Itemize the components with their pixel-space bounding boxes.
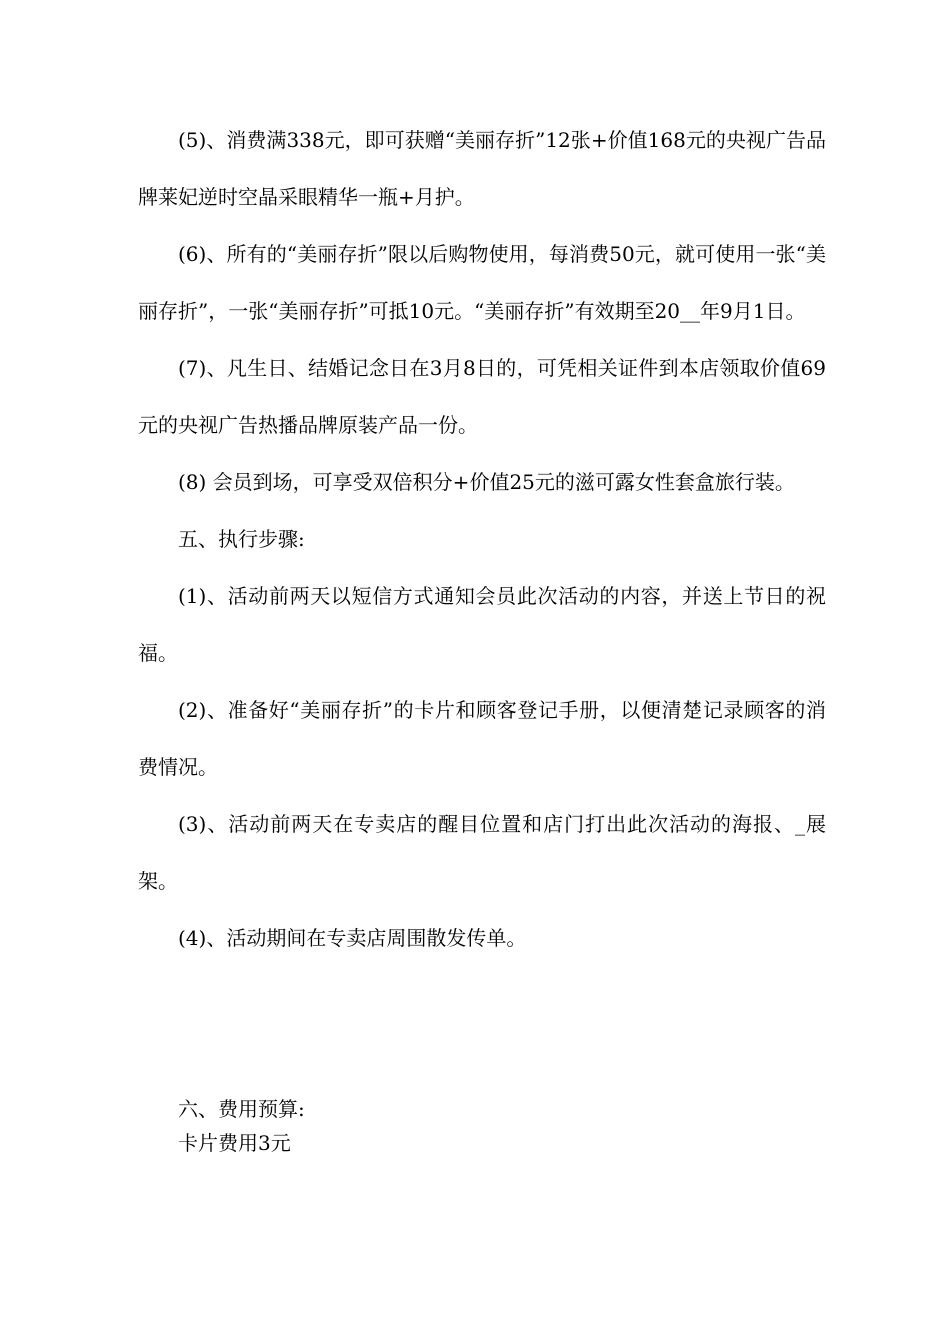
step-item-4: (4)、活动期间在专卖店周围散发传单。 xyxy=(178,926,527,950)
step-item-2: (2)、准备好“美丽存折”的卡片和顾客登记手册，以便清楚记录顾客的消费情况。 xyxy=(138,698,826,779)
section-heading-execution-steps: 五、执行步骤: xyxy=(178,527,305,551)
document-body xyxy=(138,112,826,967)
section-heading-budget: 六、费用预算: xyxy=(178,1097,305,1121)
step-item-1: (1)、活动前两天以短信方式通知会员此次活动的内容，并送上节日的祝福。 xyxy=(138,584,826,665)
step-item-3: (3)、活动前两天在专卖店的醒目位置和店门打出此次活动的海报、_展架。 xyxy=(138,812,826,893)
budget-line-card-cost: 卡片费用3元 xyxy=(178,1131,291,1155)
paragraph-item-6: (6)、所有的“美丽存折”限以后购物使用，每消费50元，就可使用一张“美丽存折”，一张“美丽存折”可抵10元。“美丽存折”有效期至20__年9月1日。 xyxy=(138,242,826,323)
paragraph-item-7: (7)、凡生日、结婚记念日在3月8日的，可凭相关证件到本店领取价值69元的央视广告热播品牌原装产品一份。 xyxy=(138,356,826,437)
paragraph-item-5: (5)、消费满338元，即可获赠“美丽存折”12张+价值168元的央视广告品牌莱妃逆时空晶采眼精华一瓶+月护。 xyxy=(138,128,826,209)
budget-section xyxy=(138,1092,826,1160)
paragraph-item-8: (8) 会员到场，可享受双倍积分+价值25元的滋可露女性套盒旅行装。 xyxy=(178,470,795,494)
